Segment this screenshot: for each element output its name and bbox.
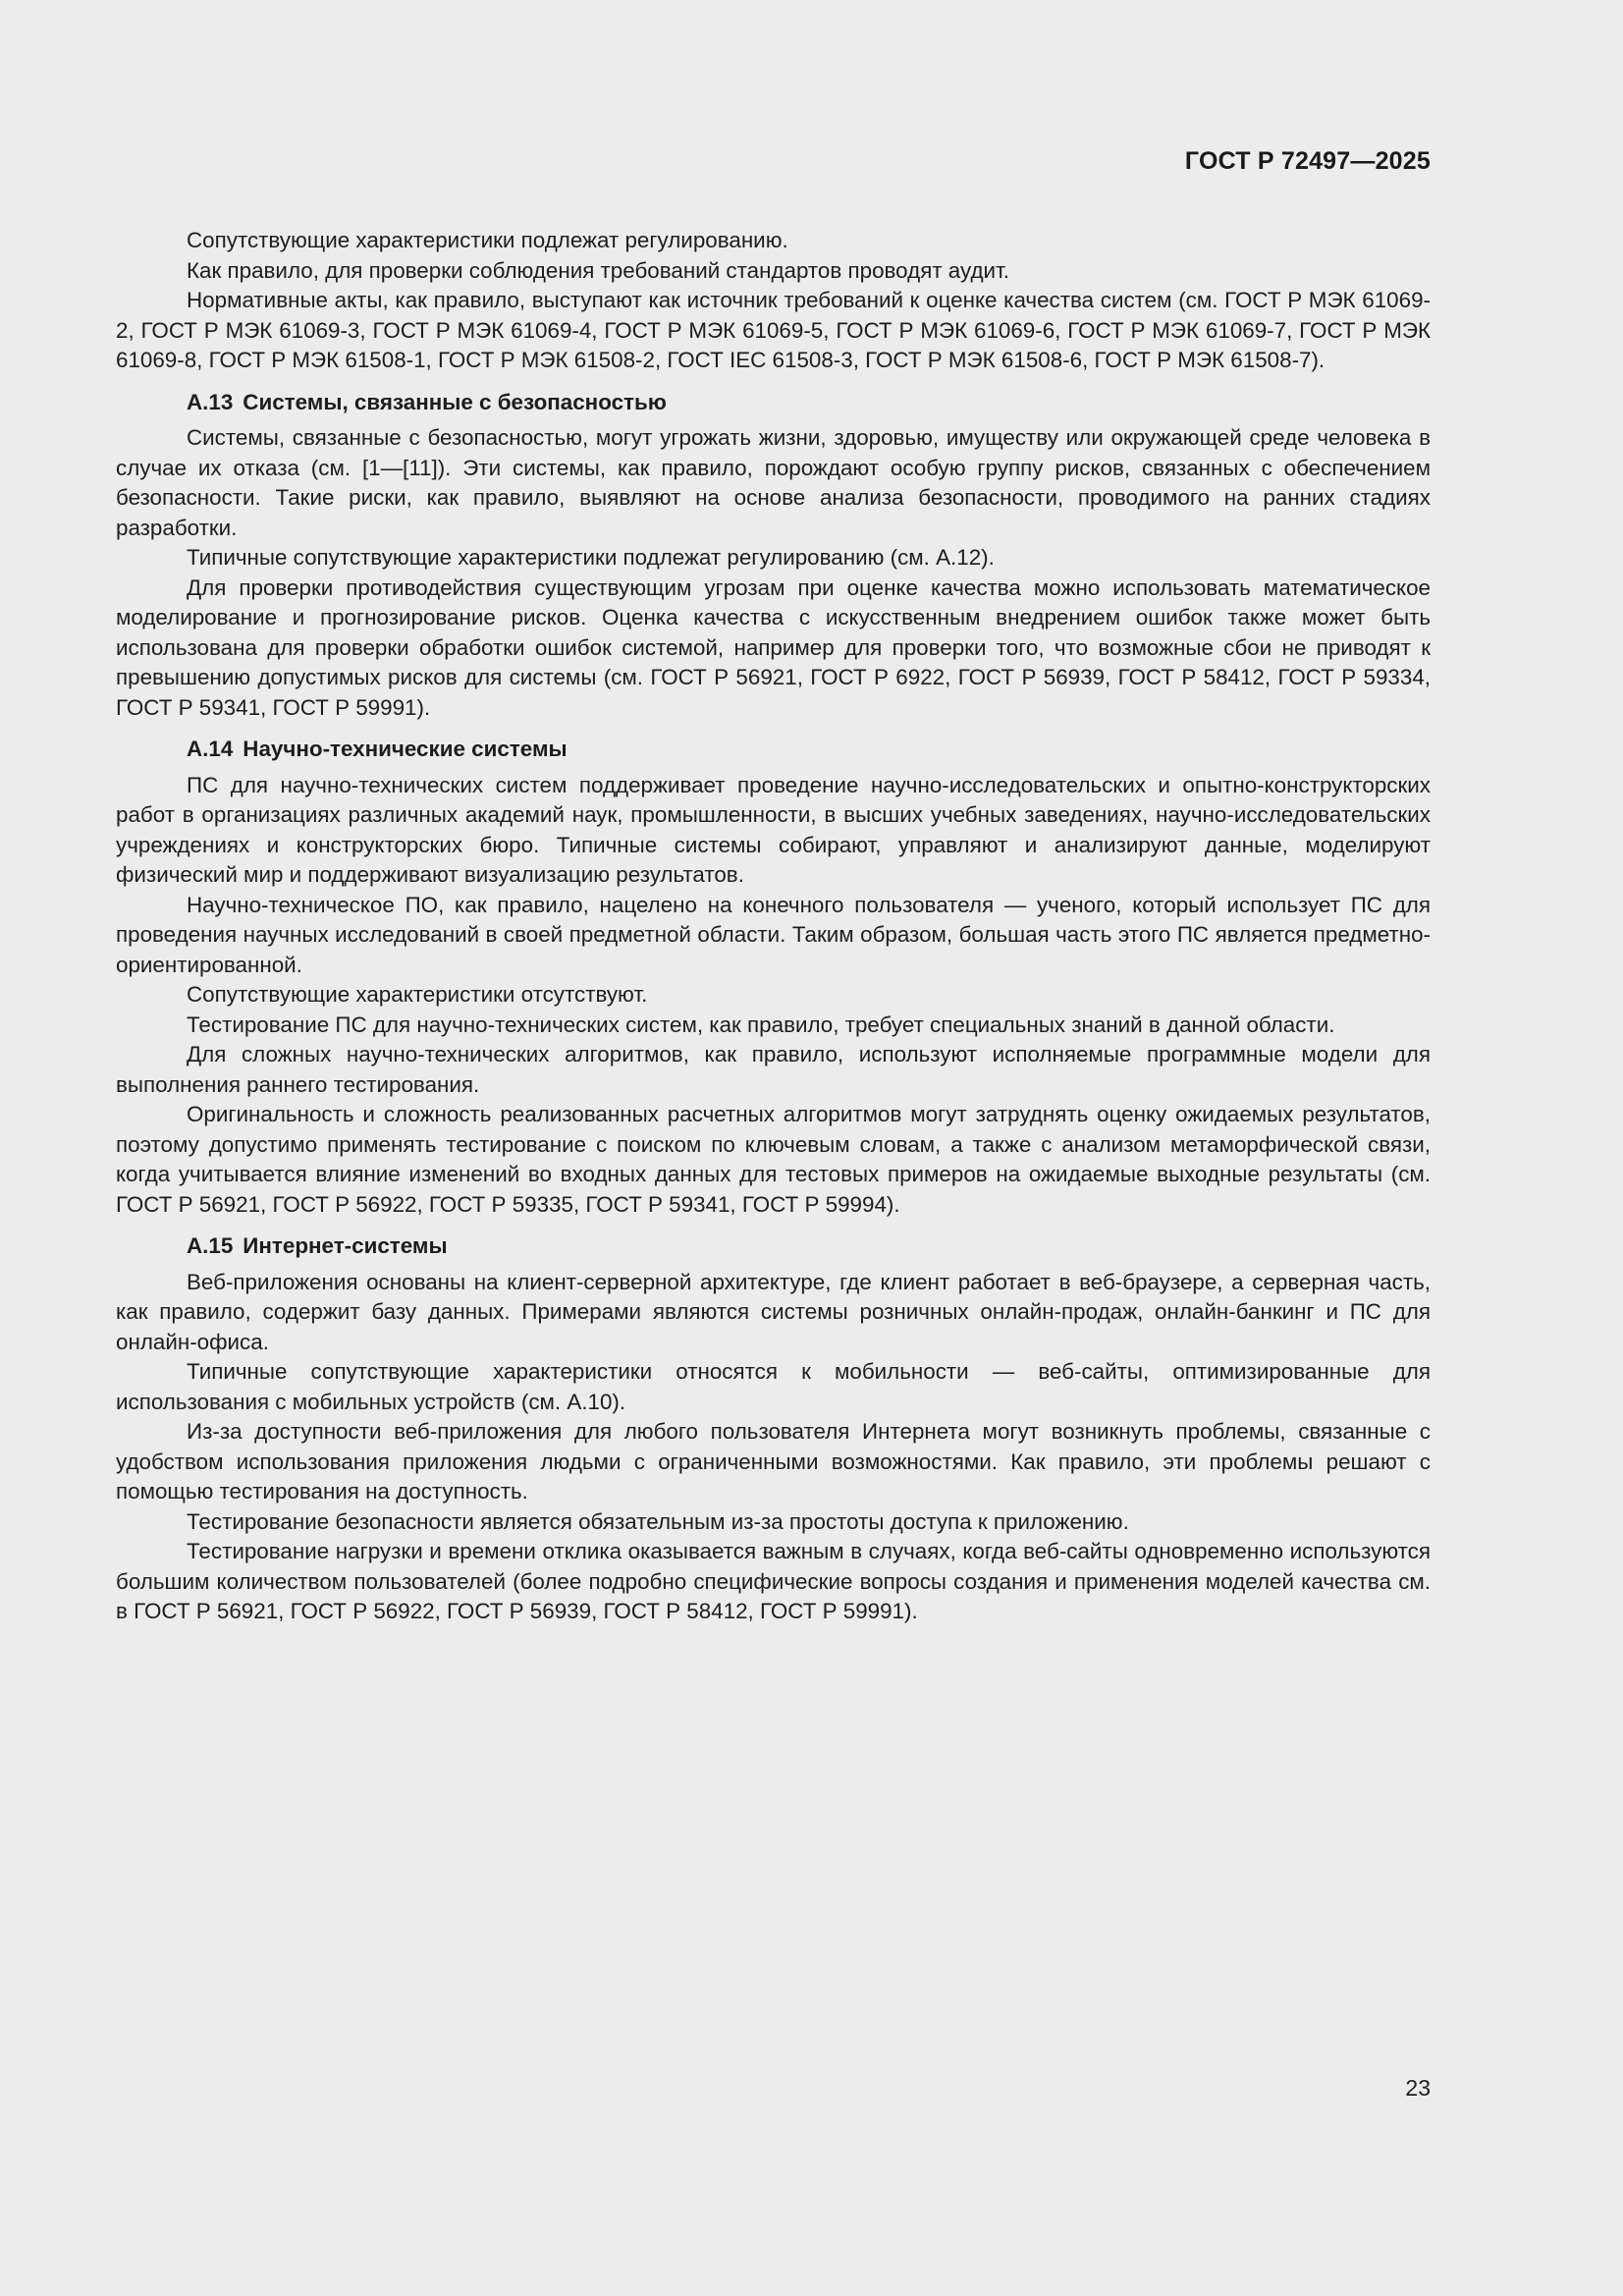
section-paragraph: Научно-техническое ПО, как правило, нацелено на конечного пользователя — ученого, который использует ПС для проведения научных исследований в своей предметной области. Таким образом, большая часть этого ПС является предметно-ориентированной. [116, 892, 1431, 977]
document-body [116, 226, 1431, 1627]
section-number: А.13 [187, 389, 234, 414]
intro-paragraph: Как правило, для проверки соблюдения требований стандартов проводят аудит. [187, 257, 1010, 283]
section-paragraph: Оригинальность и сложность реализованных расчетных алгоритмов могут затруднять оценку ожидаемых результатов, поэтому допустимо применять тестирование с поиском по ключевым словам, а также с анализом метаморфической связи, когда учитывается влияние изменений во входных данных для тестовых примеров на ожидаемые выходные результаты (см. ГОСТ Р 56921, ГОСТ Р 56922, ГОСТ Р 59335, ГОСТ Р 59341, ГОСТ Р 59994). [116, 1102, 1431, 1217]
intro-paragraph: Сопутствующие характеристики подлежат регулированию. [187, 228, 788, 252]
page-number: 23 [1405, 2075, 1431, 2101]
section-title: Научно-технические системы [243, 737, 568, 761]
section-paragraph: Типичные сопутствующие характеристики подлежат регулированию (см. А.12). [187, 545, 995, 570]
section-paragraph: Тестирование безопасности является обязательным из-за простоты доступа к приложению. [187, 1508, 1129, 1534]
section-paragraph: ПС для научно-технических систем поддерживает проведение научно-исследовательских и опытно-конструкторских работ в организациях различных академий наук, промышленности, в высших учебных заведениях, научно-исследовательских учреждениях и конструкторских бюро. Типичные системы собирают, управляют и анализируют данные, моделируют физический мир и поддерживают визуализацию результатов. [116, 772, 1431, 887]
section-paragraph: Веб-приложения основаны на клиент-серверной архитектуре, где клиент работает в веб-браузере, а серверная часть, как правило, содержит базу данных. Примерами являются системы розничных онлайн-продаж, онлайн-банкинг и ПС для онлайн-офиса. [116, 1269, 1431, 1354]
section-heading-a13 [116, 388, 1431, 418]
section-paragraph: Тестирование ПС для научно-технических систем, как правило, требует специальных знаний в данной области. [187, 1011, 1335, 1037]
section-number: А.14 [187, 737, 234, 761]
section-paragraph: Системы, связанные с безопасностью, могут угрожать жизни, здоровью, имуществу или окружающей среде человека в случае их отказа (см. [1—[11]). Эти системы, как правило, порождают особую группу рисков, связанных с обеспечением безопасности. Такие риски, как правило, выявляют на основе анализа безопасности, проводимого на ранних стадиях разработки. [116, 425, 1431, 540]
section-paragraph: Типичные сопутствующие характеристики относятся к мобильности — веб-сайты, оптимизированные для использования с мобильных устройств (см. А.10). [116, 1359, 1431, 1414]
section-paragraph: Из-за доступности веб-приложения для любого пользователя Интернета могут возникнуть проблемы, связанные с удобством использования приложения людьми с ограниченными возможностями. Как правило, эти проблемы решают с помощью тестирования на доступность. [116, 1419, 1431, 1503]
section-paragraph: Для сложных научно-технических алгоритмов, как правило, используют исполняемые программные модели для выполнения раннего тестирования. [116, 1042, 1431, 1097]
section-number: А.15 [187, 1233, 234, 1258]
intro-paragraph: Нормативные акты, как правило, выступают как источник требований к оценке качества систем (см. ГОСТ Р МЭК 61069-2, ГОСТ Р МЭК 61069-3, ГОСТ Р МЭК 61069-4, ГОСТ Р МЭК 61069-5, ГОСТ Р МЭК 61069-6, ГОСТ Р МЭК 61069-7, ГОСТ Р МЭК 61069-8, ГОСТ Р МЭК 61508-1, ГОСТ Р МЭК 61508-2, ГОСТ IEC 61508-3, ГОСТ Р МЭК 61508-6, ГОСТ Р МЭК 61508-7). [116, 288, 1431, 372]
section-paragraph: Сопутствующие характеристики отсутствуют. [187, 982, 648, 1007]
section-heading-a15 [116, 1231, 1431, 1262]
section-paragraph: Тестирование нагрузки и времени отклика оказывается важным в случаях, когда веб-сайты одновременно используются большим количеством пользователей (более подробно специфические вопросы создания и применения моделей качества см. в ГОСТ Р 56921, ГОСТ Р 56922, ГОСТ Р 56939, ГОСТ Р 58412, ГОСТ Р 59991). [116, 1539, 1431, 1623]
section-paragraph: Для проверки противодействия существующим угрозам при оценке качества можно использовать математическое моделирование и прогнозирование рисков. Оценка качества с искусственным внедрением ошибок также может быть использована для проверки обработки ошибок системой, например для проверки того, что возможные сбои не приводят к превышению допустимых рисков для системы (см. ГОСТ Р 56921, ГОСТ Р 6922, ГОСТ Р 56939, ГОСТ Р 58412, ГОСТ Р 59334, ГОСТ Р 59341, ГОСТ Р 59991). [116, 574, 1431, 720]
section-heading-a14 [116, 735, 1431, 765]
section-title: Системы, связанные с безопасностью [243, 389, 667, 414]
section-title: Интернет-системы [243, 1233, 448, 1258]
document-code-header: ГОСТ Р 72497—2025 [1184, 147, 1431, 175]
